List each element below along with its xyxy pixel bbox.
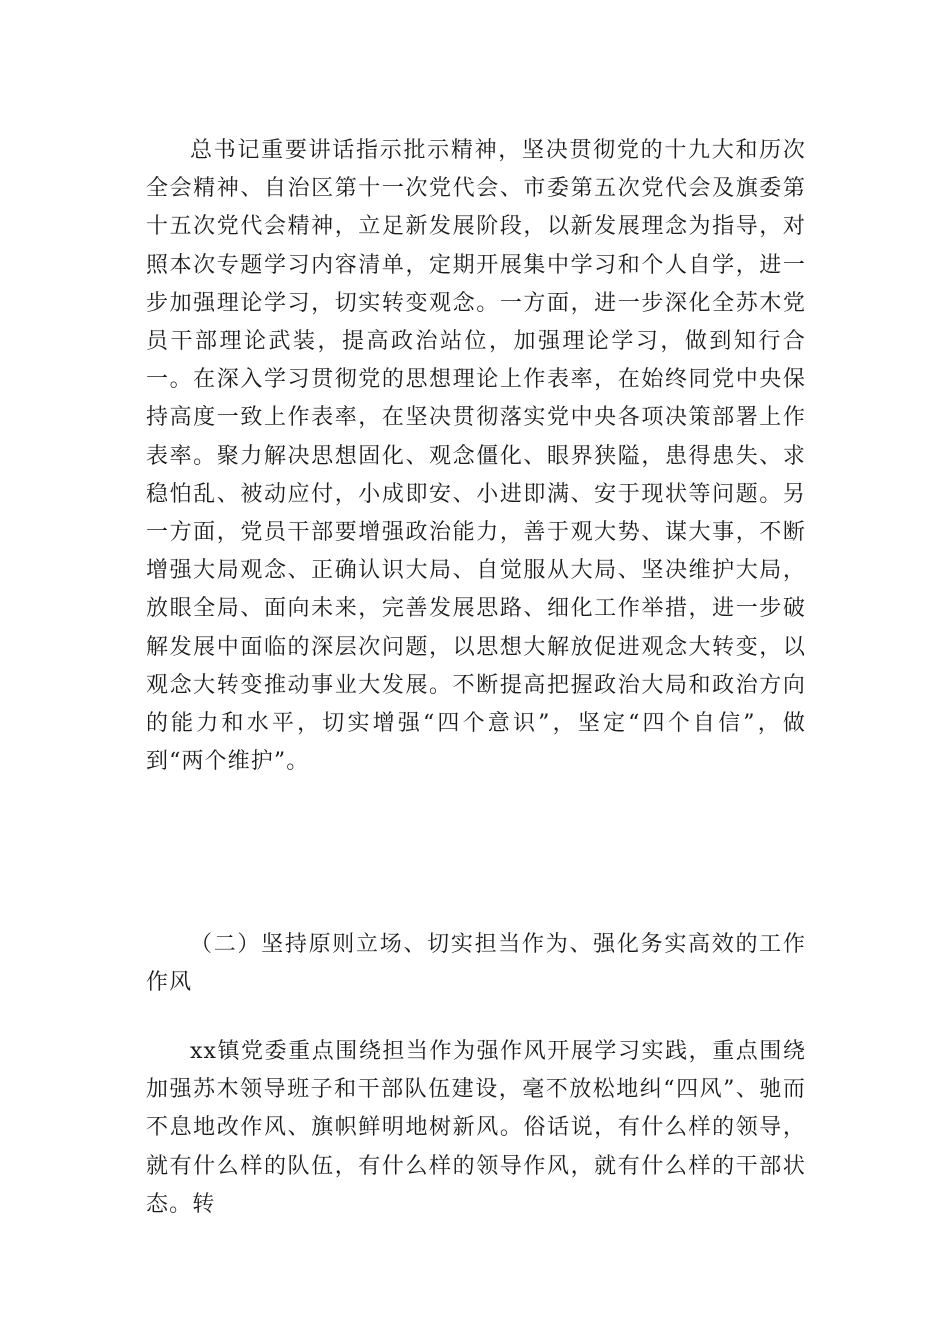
section-heading-2: （二）坚持原则立场、切实担当作为、强化务实高效的工作作风: [146, 932, 806, 996]
paragraph-study-theory: 总书记重要讲话指示批示精神，坚决贯彻党的十九大和历次全会精神、自治区第十一次党代会、市委第五次党代会及旗委第十五次党代会精神，立足新发展阶段，以新发展理念为指导，对照本次专题学习内容清单，定期开展集中学习和个人自学，进一步加强理论学习，切实转变观念。一方面，进一步深化全苏木党员干部理论武装，提高政治站位，加强理论学习，做到知行合一。在深入学习贯彻党的思想理论上作表率，在始终同党中央保持高度一致上作表率，在坚决贯彻落实党中央各项决策部署上作表率。聚力解决思想固化、观念僵化、眼界狭隘，患得患失、求稳怕乱、被动应付，小成即安、小进即满、安于现状等问题。另一方面，党员干部要增强政治能力，善于观大势、谋大事，不断增强大局观念、正确认识大局、自觉服从大局、坚决维护大局，放眼全局、面向未来，完善发展思路、细化工作举措，进一步破解发展中面临的深层次问题，以思想大解放促进观念大转变，以观念大转变推动事业大发展。不断提高把握政治大局和政治方向的能力和水平，切实增强“四个意识”，坚定“四个自信”，做到“两个维护”。: [146, 138, 806, 775]
paragraph-work-style: xx镇党委重点围绕担当作为强作风开展学习实践，重点围绕加强苏木领导班子和干部队伍建设，毫不放松地纠“四风”、驰而不息地改作风、旗帜鲜明地树新风。俗话说，有什么样的领导，就有什么样的队伍，有什么样的领导作风，就有什么样的干部状态。转: [146, 1039, 806, 1217]
body-text-section-1: [146, 132, 806, 781]
body-text-section-2: [146, 1033, 806, 1224]
section-heading-container: [146, 926, 806, 1002]
